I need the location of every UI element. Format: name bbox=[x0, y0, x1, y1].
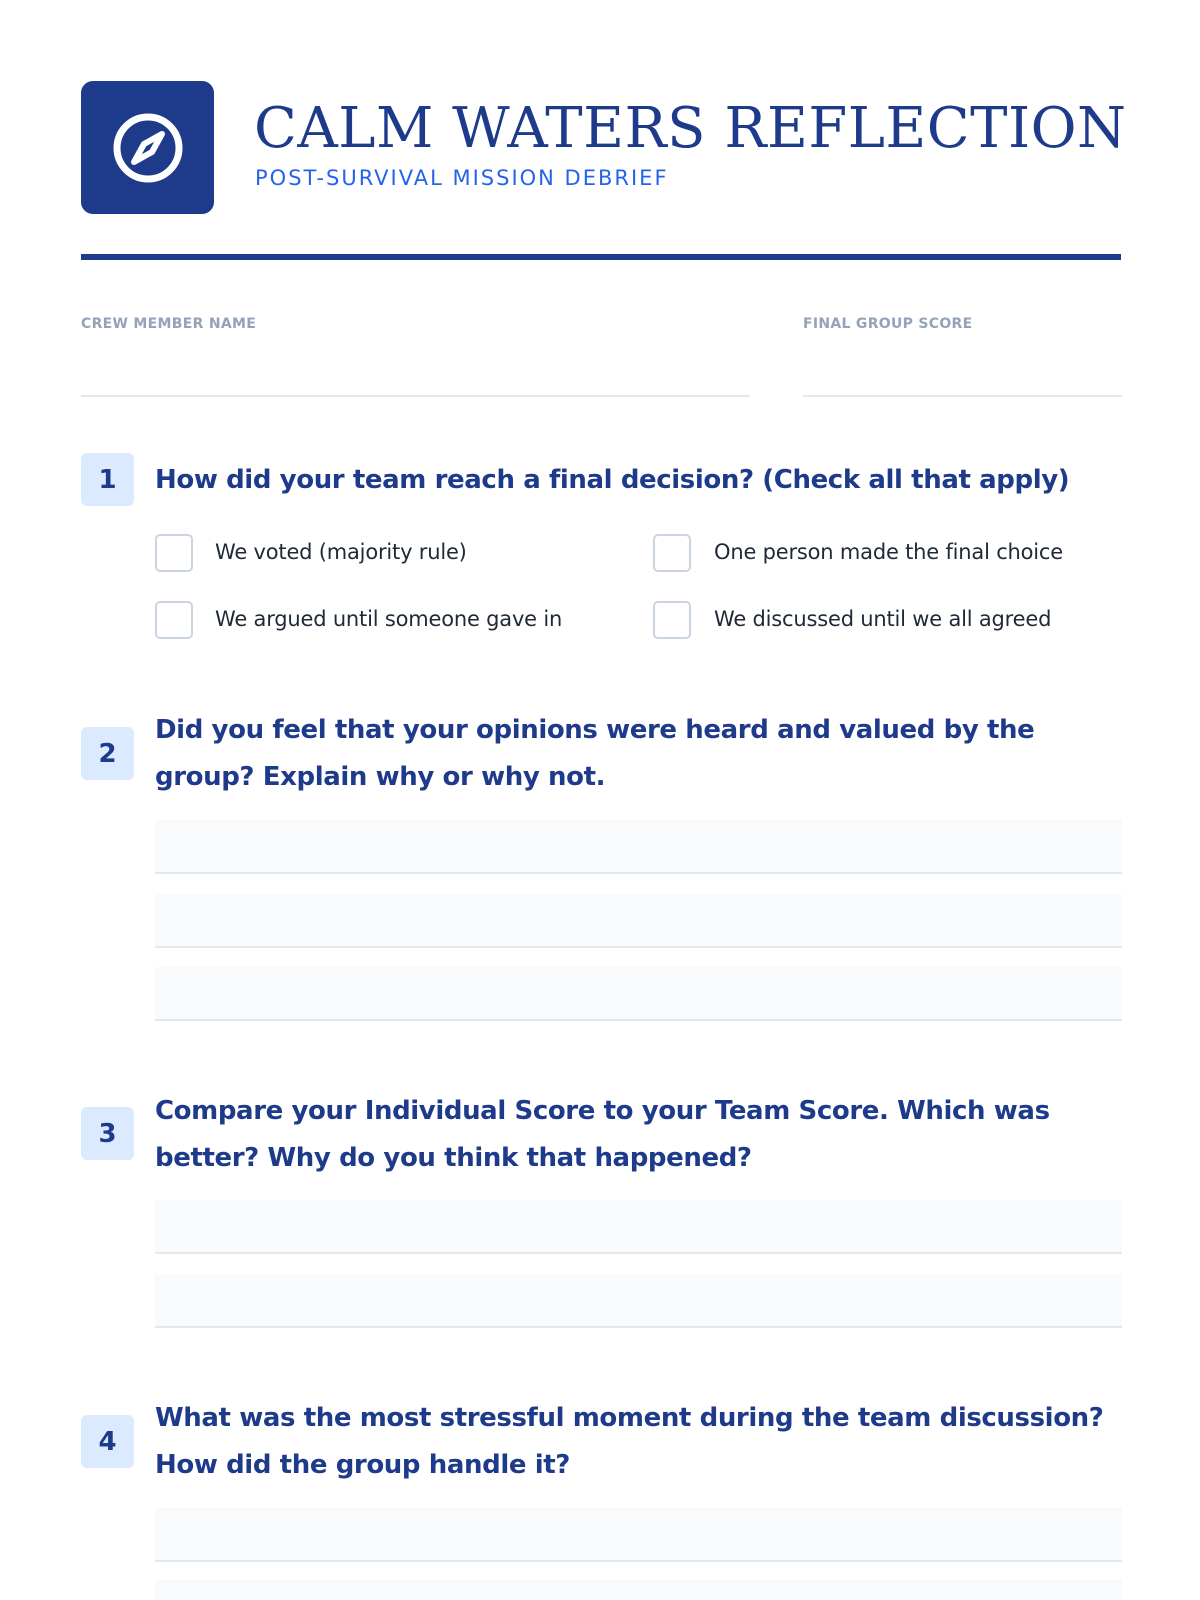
crew-member-name-field[interactable] bbox=[81, 395, 750, 397]
option-label: We discussed until we all agreed bbox=[714, 607, 1052, 631]
question-text: How did your team reach a final decision? (Check all that apply) bbox=[155, 465, 1070, 495]
question-text: Compare your Individual Score to your Team Score. Which was better? Why do you think that happened? bbox=[155, 1096, 1050, 1173]
answer-line[interactable] bbox=[155, 820, 1122, 874]
compass-icon bbox=[111, 111, 185, 185]
checkbox-argued[interactable] bbox=[155, 601, 193, 639]
question-text: Did you feel that your opinions were heard and valued by the group? Explain why or why not. bbox=[155, 715, 1035, 792]
final-group-score-label: FINAL GROUP SCORE bbox=[803, 316, 973, 332]
answer-line[interactable] bbox=[155, 1508, 1122, 1562]
answer-line[interactable] bbox=[155, 967, 1122, 1021]
page-subtitle: POST-SURVIVAL MISSION DEBRIEF bbox=[255, 166, 669, 190]
option-label: One person made the final choice bbox=[714, 540, 1064, 564]
checkbox-voted[interactable] bbox=[155, 534, 193, 572]
checkbox-one-person[interactable] bbox=[653, 534, 691, 572]
question-text: What was the most stressful moment during the team discussion? How did the group handle it? bbox=[155, 1403, 1104, 1480]
page-title: CALM WATERS REFLECTION bbox=[254, 96, 1127, 161]
question-number-badge: 2 bbox=[81, 727, 134, 780]
question-number-badge: 4 bbox=[81, 1415, 134, 1468]
question-number-badge: 1 bbox=[81, 453, 134, 506]
answer-line[interactable] bbox=[155, 1274, 1122, 1328]
option-label: We voted (majority rule) bbox=[215, 540, 467, 564]
final-group-score-field[interactable] bbox=[803, 395, 1122, 397]
checkbox-discussed[interactable] bbox=[653, 601, 691, 639]
crew-member-name-label: CREW MEMBER NAME bbox=[81, 316, 257, 332]
answer-line[interactable] bbox=[155, 1200, 1122, 1254]
answer-line[interactable] bbox=[155, 1580, 1122, 1600]
logo bbox=[81, 81, 214, 214]
option-label: We argued until someone gave in bbox=[215, 607, 563, 631]
header-divider bbox=[81, 254, 1121, 260]
answer-line[interactable] bbox=[155, 894, 1122, 948]
question-number-badge: 3 bbox=[81, 1107, 134, 1160]
